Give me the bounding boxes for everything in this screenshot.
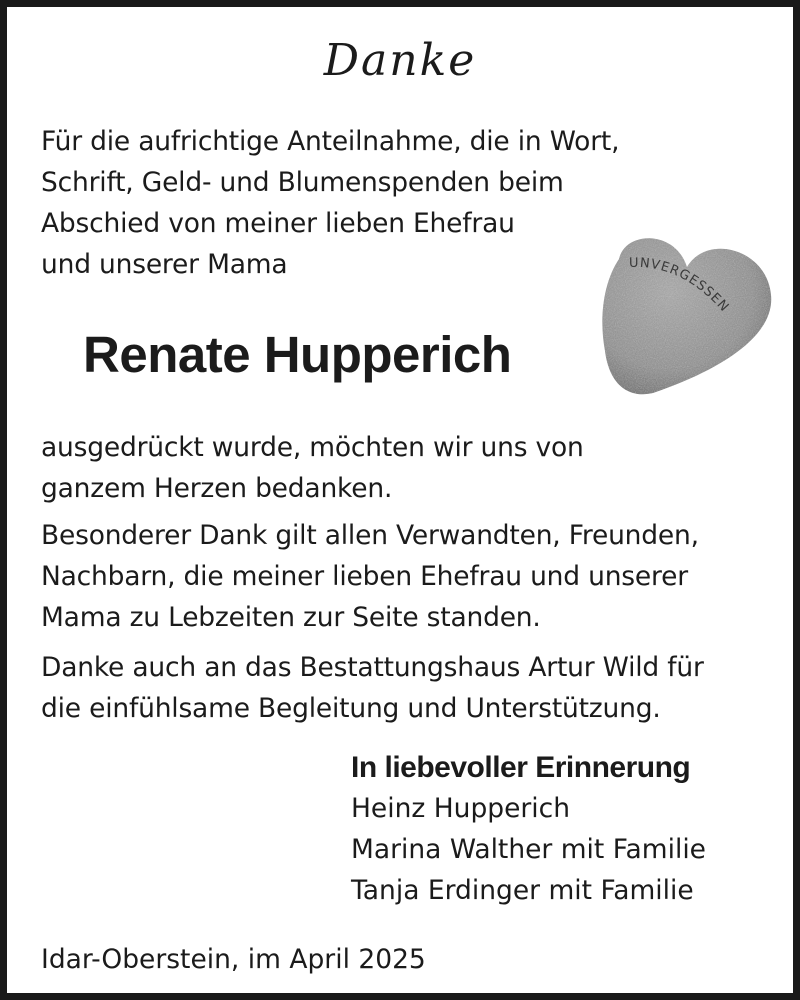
heart-stone-image bbox=[591, 223, 781, 399]
funeral-home-thanks-paragraph: Danke auch an das Bestattungshaus Artur Wild für die einfühlsame Begleitung und Unterstützung. bbox=[41, 652, 704, 724]
intro-paragraph: Für die aufrichtige Anteilnahme, die in Wort, Schrift, Geld- und Blumenspenden beim Abschied von meiner lieben Ehefrau und unserer Mama bbox=[41, 126, 620, 280]
signature-name: Tanja Erdinger mit Familie bbox=[351, 875, 694, 906]
signature-name: Marina Walther mit Familie bbox=[351, 834, 706, 865]
heart-stone-shape bbox=[602, 238, 771, 394]
deceased-name: Renate Hupperich bbox=[83, 326, 512, 383]
place-and-date: Idar-Oberstein, im April 2025 bbox=[41, 944, 426, 975]
heart-engraving: UNVERGESSEN bbox=[628, 255, 732, 316]
signature-block bbox=[351, 747, 706, 911]
signature-heading: In liebevoller Erinnerung bbox=[351, 751, 691, 784]
signature-name: Heinz Hupperich bbox=[351, 793, 571, 824]
page-title: Danke bbox=[323, 35, 477, 86]
special-thanks-paragraph: Besonderer Dank gilt allen Verwandten, Freunden, Nachbarn, die meiner lieben Ehefrau und unserer Mama zu Lebzeiten zur Seite standen. bbox=[41, 520, 699, 633]
after-name-paragraph: ausgedrückt wurde, möchten wir uns von ganzem Herzen bedanken. bbox=[41, 432, 584, 504]
